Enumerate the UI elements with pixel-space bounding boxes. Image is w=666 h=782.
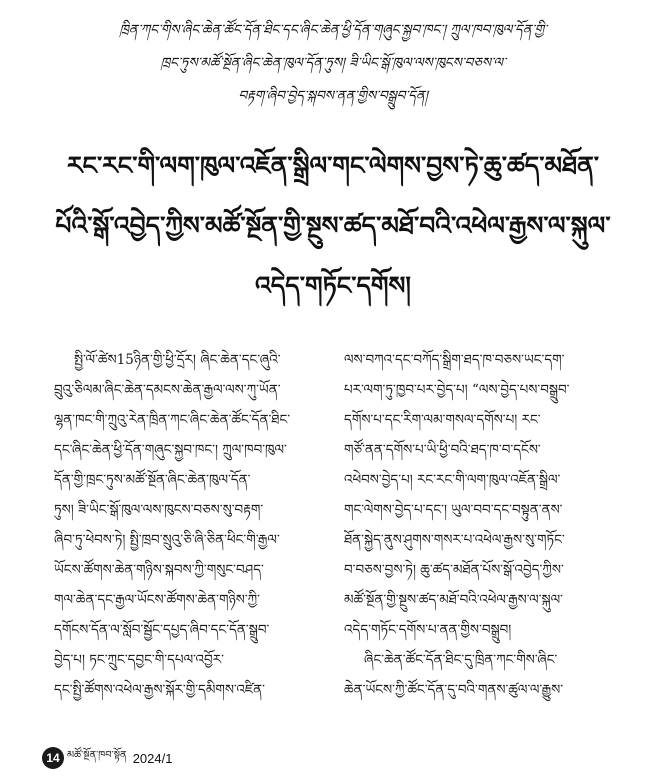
journal-name: མཚོ་སྔོན་ཁབ་སྟོན bbox=[67, 750, 127, 761]
body-line: བྲུའུ་ཅིལམ་ཞིང་ཆེན་དམངས་ཆེན་རྒྱལ་ལས་ཀུ་ཡོན་ bbox=[54, 382, 281, 398]
issue-number: 2024/1 bbox=[132, 750, 173, 766]
article-title bbox=[28, 136, 638, 316]
body-line: དགོངས་དོན་ལ་སློབ་སྦྱོང་དཔྱད་ཞིབ་དང་དོན་སྒྲུབ་ bbox=[54, 622, 270, 638]
page-footer bbox=[42, 744, 172, 772]
body-line: ལྷན་ཁང་གི་ཀྲུའུ་རེན་ཁྲིན་ཀང་ཞིང་ཆེན་ཚོང་དོན་ཐིང་ bbox=[54, 412, 291, 428]
body-line: བ་བཅས་བྱས་ཏེ། ཆུ་ཚད་མཐོན་པོས་སྒོ་འབྱེད་ཀྱིས་ bbox=[344, 562, 564, 578]
title-line: པོའི་སྒོ་འབྱེད་ཀྱིས་མཚོ་སྔོན་གྱི་སྔུས་ཚད་མཐོ་བའི་འཕེལ་རྒྱས་ལ་སྐུལ་ bbox=[55, 211, 611, 240]
title-line: རང་རང་གི་ལག་ཁུལ་འཇོན་སྒྲིལ་གང་ལེགས་བྱས་ཏེ་ཆུ་ཚད་མཐོན་ bbox=[66, 151, 600, 180]
header-line: ཁྲིན་ཀང་གིས་ཞིང་ཆེན་ཚོང་དོན་ཐིང་དང་ཞིང་ཆེན་ཕྱི་དོན་གཞུང་སྐྱབ་ཁང་། ཀྲུལ་ཁབ་ཁུལ་དོན་གྱི་ bbox=[119, 22, 547, 38]
body-line: གང་ལེགས་བྱེད་པ་དང་། ཡུལ་བབ་དང་བསྟུན་ནས་ bbox=[344, 502, 563, 518]
body-column-right bbox=[344, 345, 624, 705]
body-line: གལ་ཆེན་དང་རྒྱལ་ཡོངས་ཚོགས་ཆེན་གཉིས་ཀྱི་ bbox=[54, 592, 261, 608]
body-line: དོན་གྱི་ཁྲང་ཏུས་མཚོ་སྔོན་ཞིང་ཆེན་ཁུལ་དོན་ bbox=[54, 472, 251, 488]
body-line: ཡོངས་ཚོགས་ཆེན་གཉིས་སྐབས་ཀྱི་གསུང་བཤད་ bbox=[54, 562, 264, 578]
body-line: བྱེད་པ། ཏང་ཀྲུང་དབྱང་གི་དཔལ་འབྱོར་ bbox=[54, 652, 224, 668]
body-line: དང་ཞིང་ཆེན་ཕྱི་དོན་གཞུང་སྐྱབ་ཁང་། ཀྲུལ་ཁབ་ཁུལ་ bbox=[54, 442, 287, 458]
body-line: གཙོ་ནན་དགོས་པ་ཡི་ཕྱི་བའི་ཐད་ཁ་བ་དངོས་ bbox=[344, 442, 541, 458]
body-line: པར་ལག་ཏུ་ཁྱབ་པར་བྱེད་པ། “ལས་བྱེད་པས་བསྒྲུབ་ bbox=[344, 382, 570, 398]
body-line: དང་སྤྱི་ཚོགས་འཕེལ་རྒྱས་སྐོར་གྱི་དམིགས་འཛིན་ bbox=[54, 682, 265, 698]
body-line: འཕེབས་བྱེད་པ། རང་རང་གི་ལག་ཁུལ་འཇོན་སྒྲིལ་ bbox=[344, 472, 561, 488]
title-line: འདེད་གཏོང་དགོས། bbox=[255, 271, 411, 300]
body-line: འདེད་གཏོང་དགོས་པ་ནན་གྱིས་བསྒྲུབ། bbox=[344, 622, 512, 638]
header-block bbox=[36, 14, 630, 113]
page-number: 14 bbox=[42, 747, 64, 769]
body-line: མཚོ་སྔོན་གྱི་སྔུས་ཚད་མཐོ་བའི་འཕེལ་རྒྱས་ལ་སྐུལ་ bbox=[344, 592, 563, 608]
header-line: ཁྲང་ཏུས་མཚོ་སྔོན་ཞིང་ཆེན་ཁུལ་དོན་ཏུས། ཟི་ཡིང་སྒོ་ཁུལ་ལས་ཁུངས་བཅས་ལ་ bbox=[160, 55, 506, 71]
body-line: སྤྱི་ལོ་ཚེས15ཉིན་གྱི་ཕྱི་དྲོར། ཞིང་ཆེན་དང་ཞུའི་ bbox=[74, 352, 281, 368]
body-line: ཞིང་ཆེན་ཚོང་དོན་ཐིང་དུ་ཁྲིན་ཀང་གིས་ཞིང་ bbox=[364, 652, 558, 668]
body-line: ལས་བཀའ་དང་བཀོད་སྒྲིག་ཐད་ཁ་བཅས་ཡང་དག་ bbox=[344, 352, 565, 368]
body-line: ཆེན་ཡོངས་ཀྱི་ཚོང་དོན་དུ་བའི་གནས་ཚུལ་ལ་རྒྱུས་ bbox=[344, 682, 564, 698]
body-column-left bbox=[54, 345, 334, 705]
body-line: ཐོན་སྐྱེད་ནུས་ཤུགས་གསར་པ་འཕེལ་རྒྱས་སུ་གཏོང་ bbox=[344, 532, 565, 548]
header-line: བརྟག་ཞིབ་བྱེད་སྐབས་ནན་གྱིས་བསྒྲུབ་དོན། bbox=[238, 88, 428, 104]
body-line: ཏུས། ཟི་ཡིང་སྒོ་ཁུལ་ལས་ཁུངས་བཅས་སུ་བརྟག་ bbox=[54, 502, 264, 518]
body-line: ཞིབ་ཏུ་ཕེབས་ཏེ། སྤྱི་ཁྲབ་སྲུའུ་ཅི་ཞི་ཅིན་ཕིང་གི་རྒྱལ་ bbox=[54, 532, 280, 548]
body-line: དགོས་པ་དང་རིག་ལམ་གསལ་དགོས་པ། རང་ bbox=[344, 412, 541, 428]
